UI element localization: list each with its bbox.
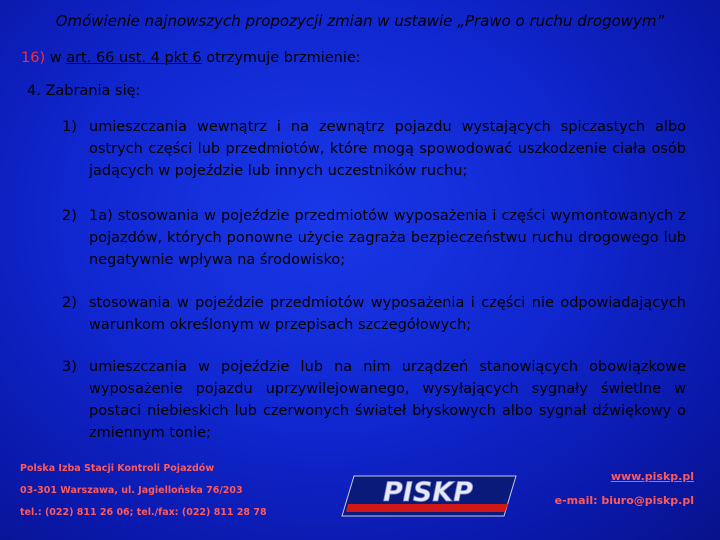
list-item [62, 205, 686, 271]
list-item [62, 292, 686, 336]
lead-text: 4. Zabrania się: [27, 83, 141, 99]
list-item [62, 356, 686, 444]
slide-title: Omówienie najnowszych propozycji zmian w ustawie „Prawo o ruchu drogowym” [55, 12, 665, 30]
footer-contact [20, 463, 267, 529]
item-number: 16) [21, 50, 46, 66]
footer-address: 03-301 Warszawa, ul. Jagiellońska 76/203 [20, 485, 243, 496]
email-link[interactable]: e-mail: biuro@piskp.pl [554, 494, 694, 507]
list-item-text: umieszczania wewnątrz i na zewnątrz pojazdu wystających spiczastych albo ostrych części lub przedmiotów, które mogą spowodować uszkodzenie ciała osób jadących w pojeździe lub innych uczestników ruchu; [89, 119, 686, 179]
intro-prefix: w [45, 50, 67, 66]
list-item-text: umieszczania w pojeździe lub na nim urządzeń stanowiących obowiązkowe wyposażenie pojazdu uprzywilejowanego, wysyłających sygnały świetlne w postaci niebieskich lub czerwonych świateł błyskowych albo sygnał dźwiękowy o zmiennym tonie; [89, 359, 686, 441]
list-item-number: 3) [62, 359, 77, 375]
intro-suffix: otrzymuje brzmienie: [201, 50, 361, 66]
piskp-logo [340, 470, 518, 522]
svg-text:PISKP: PISKP [383, 477, 473, 508]
footer-phone: tel.: (022) 811 26 06; tel./fax: (022) 811 28 78 [20, 507, 267, 518]
footer-org: Polska Izba Stacji Kontroli Pojazdów [20, 463, 215, 474]
list-item-number: 2) [62, 295, 77, 311]
list-item-text: stosowania w pojeździe przedmiotów wyposażenia i części nie odpowiadających warunkom określonym w przepisach szczegółowych; [89, 295, 686, 333]
list-item-number: 2) [62, 208, 77, 224]
intro-line [21, 50, 361, 66]
list-item-number: 1) [62, 119, 77, 135]
list-item-text: 1a) stosowania w pojeździe przedmiotów wyposażenia i części wymontowanych z pojazdów, których ponowne użycie zagraża bezpieczeństwu ruchu drogowego lub negatywnie wpływa na środowisko; [89, 208, 686, 268]
website-link[interactable]: www.piskp.pl [610, 470, 694, 483]
list-item [62, 116, 686, 182]
footer-web [555, 470, 694, 507]
article-reference-link[interactable]: art. 66 ust. 4 pkt 6 [66, 50, 202, 66]
